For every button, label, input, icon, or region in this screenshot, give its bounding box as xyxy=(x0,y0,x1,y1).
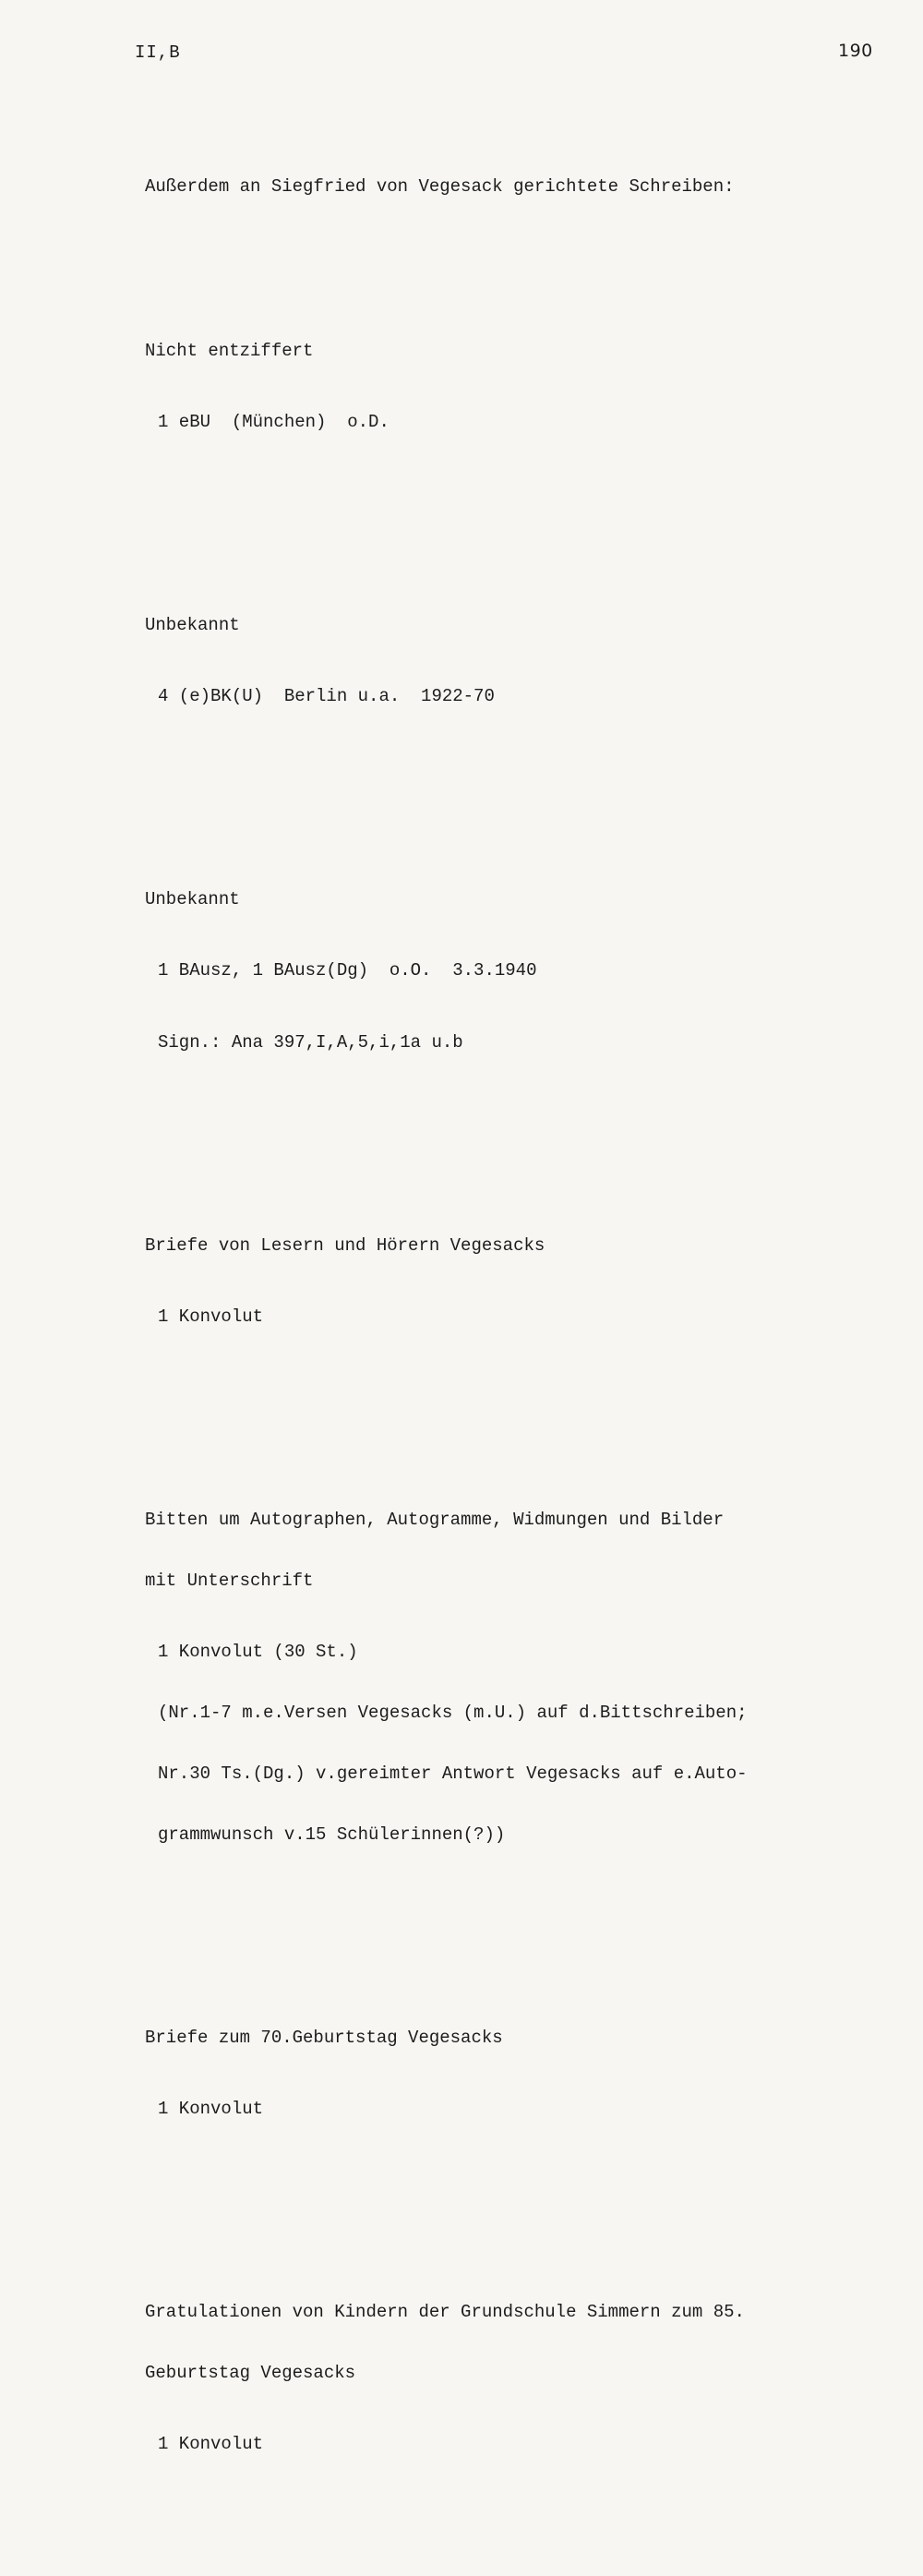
entry-note-line: Nr.30 Ts.(Dg.) v.gereimter Antwort Vegesacks auf e.Auto- xyxy=(158,1763,748,1784)
entry-detail: 1 Konvolut xyxy=(158,2434,264,2454)
entry-detail: 1 Konvolut xyxy=(158,1306,264,1327)
entry-detail: 1 BAusz, 1 BAusz(Dg) o.O. 3.3.1940 xyxy=(158,960,537,981)
entry-undeciphered xyxy=(145,300,809,473)
entry-detail: 1 Konvolut xyxy=(158,2099,264,2119)
entry-detail: 4 (e)BK(U) Berlin u.a. 1922-70 xyxy=(158,686,495,706)
entry-title: Nicht entziffert xyxy=(145,341,314,361)
entry-autograph-requests xyxy=(145,1469,809,1885)
entry-title: Briefe zum 70.Geburtstag Vegesacks xyxy=(145,2028,503,2048)
entry-title-line: Gratulationen von Kindern der Grundschule Simmern zum 85. xyxy=(145,2302,745,2322)
document-body xyxy=(145,136,809,2576)
entry-reader-letters xyxy=(145,1195,809,1367)
section-label: II,B xyxy=(135,42,181,63)
entry-signature: Sign.: Ana 397,I,A,5,i,1a u.b xyxy=(158,1032,463,1053)
page-number: 190 xyxy=(838,41,873,61)
entry-title-line: Bitten um Autographen, Autogramme, Widmungen und Bilder xyxy=(145,1510,725,1530)
entry-unknown-2 xyxy=(145,849,809,1093)
intro-heading: Außerdem an Siegfried von Vegesack gerichtete Schreiben: xyxy=(145,176,735,197)
entry-detail: 1 Konvolut (30 St.) xyxy=(158,1642,358,1662)
entry-title: Unbekannt xyxy=(145,615,240,635)
entry-note-line: grammwunsch v.15 Schülerinnen(?)) xyxy=(158,1824,506,1845)
entry-title: Unbekannt xyxy=(145,889,240,909)
entry-note-line: (Nr.1-7 m.e.Versen Vegesacks (m.U.) auf d.Bittschreiben; xyxy=(158,1703,748,1723)
entry-title-line: mit Unterschrift xyxy=(145,1571,314,1591)
entry-title-line: Geburtstag Vegesacks xyxy=(145,2363,356,2383)
entry-85th-birthday xyxy=(145,2261,809,2495)
entry-detail: 1 eBU (München) o.D. xyxy=(158,412,390,432)
entry-70th-birthday xyxy=(145,1987,809,2160)
entry-title: Briefe von Lesern und Hörern Vegesacks xyxy=(145,1235,545,1256)
entry-unknown-1 xyxy=(145,574,809,747)
